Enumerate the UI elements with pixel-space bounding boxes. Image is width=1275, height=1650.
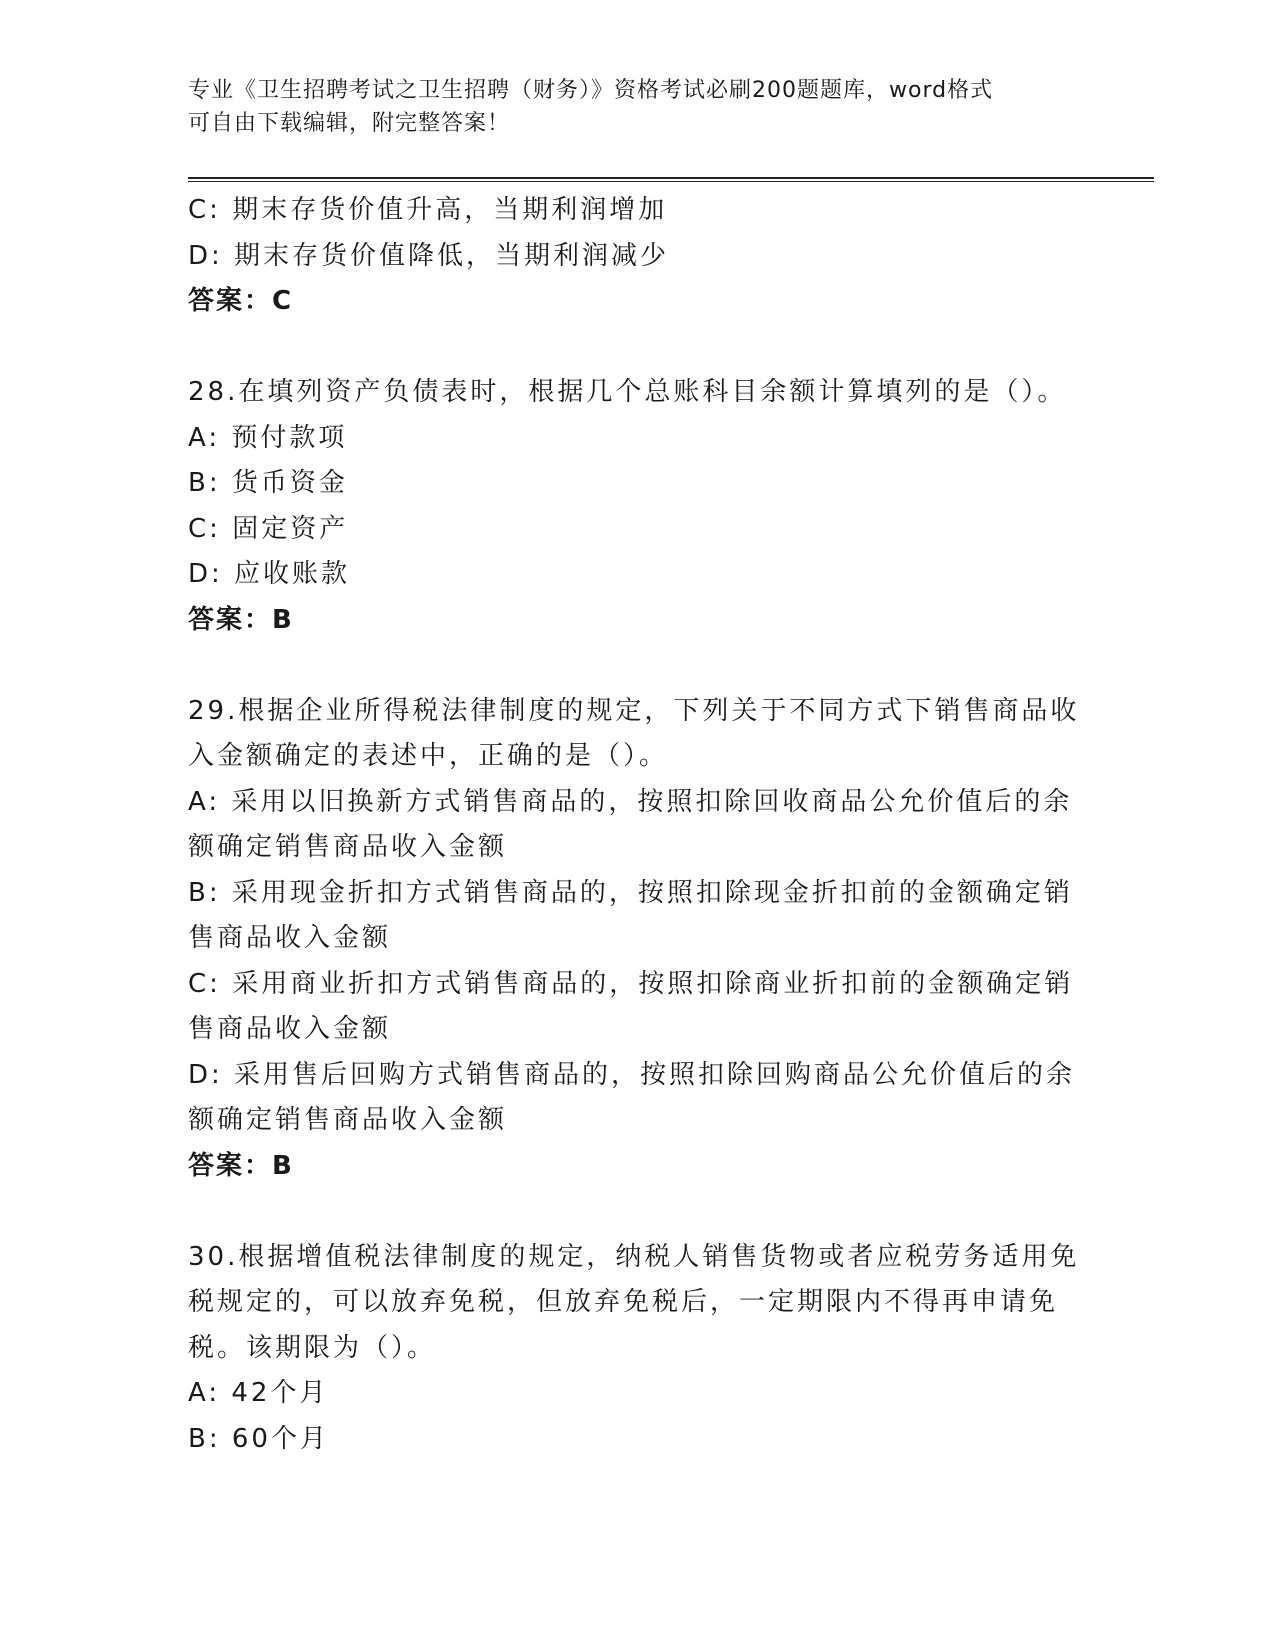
option-text: 采用现金折扣方式销售商品的，按照扣除现金折扣前的金额确定销 — [231, 877, 1073, 908]
option-text: 采用商业折扣方式销售商品的，按照扣除商业折扣前的金额确定销 — [232, 968, 1074, 999]
option-text: 42个月 — [231, 1378, 329, 1408]
header-title-line1: 专业《卫生招聘考试之卫生招聘（财务）》资格考试必刷200题题库，word格式 — [188, 78, 994, 103]
option-d-line1 — [188, 1053, 1076, 1099]
question-29-stem-line1: 29.根据企业所得税法律制度的规定，下列关于不同方式下销售商品收 — [188, 695, 1080, 726]
option-a — [188, 416, 1068, 462]
question-30-stem-line3: 税。该期限为（）。 — [188, 1332, 437, 1363]
question-content — [188, 188, 1080, 1462]
option-b-line2: 售商品收入金额 — [188, 923, 392, 953]
spacer — [188, 1189, 1068, 1235]
option-text: 应收账款 — [234, 559, 351, 589]
option-text: 期末存货价值降低，当期利润减少 — [234, 240, 670, 271]
answer: 答案：C — [188, 286, 294, 316]
option-a-line2: 额确定销售商品收入金额 — [188, 832, 508, 862]
option-a-line1 — [188, 780, 1073, 826]
option-b — [188, 1417, 1068, 1463]
option-text: 预付款项 — [231, 422, 348, 453]
option-d — [188, 234, 1068, 280]
option-text: 采用以旧换新方式销售商品的，按照扣除回收商品公允价值后的余 — [231, 786, 1073, 817]
option-letter: A: — [188, 786, 221, 817]
option-letter: B: — [188, 1423, 221, 1454]
option-letter: D: — [188, 1059, 223, 1090]
option-letter: C: — [188, 195, 221, 225]
page-header — [188, 74, 1068, 140]
option-letter: B: — [188, 877, 221, 908]
answer: 答案：B — [188, 1150, 294, 1181]
question-30-stem-line2: 税规定的，可以放弃免税，但放弃免税后，一定期限内不得再申请免 — [188, 1287, 1059, 1317]
option-a — [188, 1371, 1068, 1417]
question-30-stem-line1: 30.根据增值税法律制度的规定，纳税人销售货物或者应税劳务适用免 — [188, 1241, 1080, 1272]
option-b-line1 — [188, 871, 1073, 917]
spacer — [188, 325, 1068, 371]
question-29-stem-line2: 入金额确定的表述中，正确的是（）。 — [188, 741, 669, 771]
option-letter: C: — [188, 513, 221, 544]
option-d — [188, 552, 1068, 598]
option-c — [188, 507, 1068, 553]
spacer — [188, 643, 1068, 689]
option-text: 货币资金 — [231, 468, 348, 498]
option-letter: A: — [188, 1378, 221, 1408]
option-text: 固定资产 — [232, 513, 349, 544]
option-letter: D: — [188, 240, 223, 271]
option-text: 采用售后回购方式销售商品的，按照扣除回购商品公允价值后的余 — [234, 1059, 1076, 1090]
option-d-line2: 额确定销售商品收入金额 — [188, 1105, 508, 1135]
option-letter: A: — [188, 422, 221, 453]
question-28-stem: 28.在填列资产负债表时，根据几个总账科目余额计算填列的是（）。 — [188, 377, 1067, 407]
option-b — [188, 461, 1068, 507]
option-letter: C: — [188, 968, 221, 999]
option-letter: D: — [188, 559, 223, 589]
answer: 答案：B — [188, 604, 294, 635]
option-c-line1 — [188, 962, 1074, 1008]
option-c-line2: 售商品收入金额 — [188, 1014, 392, 1044]
option-text: 60个月 — [231, 1423, 329, 1454]
header-divider — [188, 177, 1154, 182]
option-text: 期末存货价值升高，当期利润增加 — [232, 195, 668, 225]
option-letter: B: — [188, 468, 221, 498]
option-c — [188, 188, 1068, 234]
header-title-line2: 可自由下载编辑，附完整答案！ — [188, 111, 511, 136]
